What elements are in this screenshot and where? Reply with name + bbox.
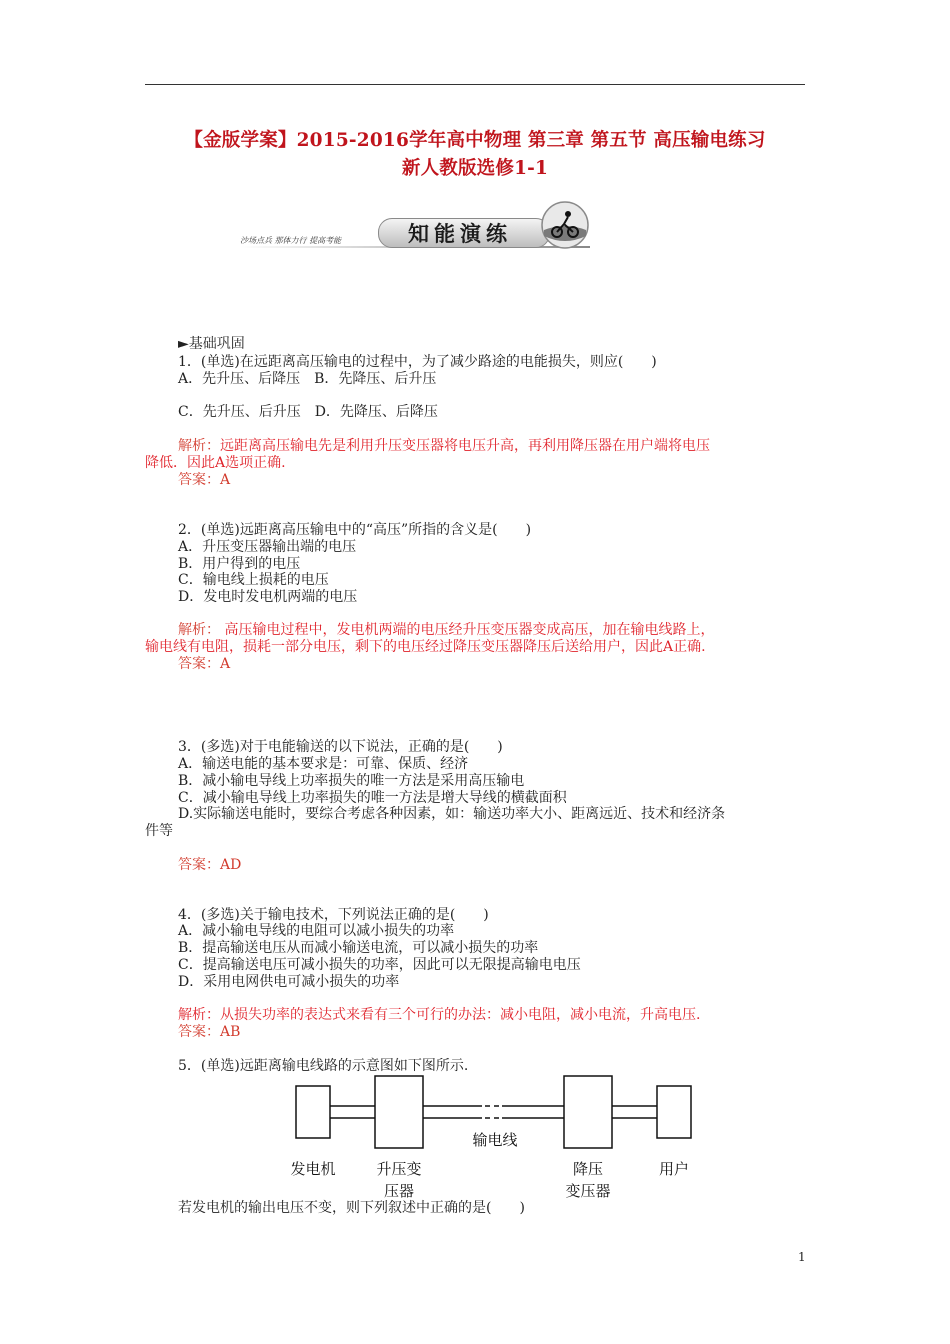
q4-answer: 答案：AB (178, 1024, 241, 1040)
q1-answer: 答案：A (178, 472, 231, 488)
q1-analysis-text1: 远距离高压输电先是利用升压变压器将电压升高，再利用降压器在用户端将电压 (220, 438, 710, 454)
q5-question: 若发电机的输出电压不变，则下列叙述中正确的是( ) (178, 1200, 525, 1216)
q2-option-a: A．升压变压器输出端的电压 (178, 539, 357, 555)
stepup-label-line1: 升压变 (376, 1160, 422, 1178)
stepup-label-line2: 压器 (383, 1182, 414, 1200)
q4-option-d: D．采用电网供电可减小损失的功率 (178, 974, 400, 990)
stepdown-transformer-box (564, 1076, 612, 1148)
q2-option-d: D．发电时发电机两端的电压 (178, 589, 358, 605)
q2-analysis-line2: 输电线有电阻，损耗一部分电压，剩下的电压经过降压变压器降压后送给用户，因此A正确. (145, 639, 706, 655)
q4-option-c: C．提高输送电压可减小损失的功率，因此可以无限提高输电电压 (178, 957, 581, 973)
q5-stem: 5．(单选)远距离输电线路的示意图如下图所示. (178, 1058, 469, 1074)
generator-label: 发电机 (290, 1160, 336, 1178)
q4-stem: 4．(多选)关于输电技术，下列说法正确的是( ) (178, 907, 489, 923)
q2-option-b: B．用户得到的电压 (178, 556, 301, 572)
q3-stem: 3．(多选)对于电能输送的以下说法，正确的是( ) (178, 739, 503, 755)
stepdown-label-line1: 降压 (572, 1160, 603, 1178)
banner-title: 知能演练 (408, 221, 512, 246)
q2-option-c: C．输电线上损耗的电压 (178, 572, 329, 588)
section-heading: ►基础巩固 (178, 336, 245, 352)
q2-analysis-line1 (178, 622, 714, 639)
q3-answer: 答案：AD (178, 857, 242, 873)
document-title-line1: 【金版学案】2015-2016学年高中物理 第三章 第五节 高压输电练习 (184, 130, 766, 151)
q1-stem: 1．(单选)在远距离高压输电的过程中，为了减少路途的电能损失，则应( ) (178, 354, 657, 370)
page-number: 1 (798, 1250, 806, 1264)
user-box (657, 1086, 691, 1138)
q3-option-a: A．输送电能的基本要求是：可靠、保质、经济 (178, 756, 469, 772)
q1-analysis-line2: 降低．因此A选项正确. (145, 455, 286, 471)
q3-option-d-line2: 件等 (145, 823, 173, 839)
q1-options-cd: C．先升压、后升压 D．先降压、后降压 (178, 404, 438, 420)
q2-analysis-text1: 高压输电过程中，发电机两端的电压经升压变压器变成高压，加在输电线路上， (224, 622, 715, 638)
q3-option-b: B．减小输电导线上功率损失的唯一方法是采用高压输电 (178, 773, 525, 789)
banner-slogan: 沙场点兵 那体力行 提高考能 (240, 236, 342, 245)
q3-option-d-line1: D.实际输送电能时，要综合考虑各种因素，如：输送功率大小、距离远近、技术和经济条 (178, 806, 726, 822)
q1-analysis-line1 (178, 438, 710, 455)
q1-options-ab: A．先升压、后降压 B．先降压、后升压 (178, 371, 437, 387)
user-label: 用户 (658, 1160, 689, 1178)
q4-analysis: 解析：从损失功率的表达式来看有三个可行的办法：减小电阻，减小电流，升高电压. (178, 1007, 701, 1023)
q3-option-c: C．减小输电导线上功率损失的唯一方法是增大导线的横截面积 (178, 790, 567, 806)
header-rule (145, 84, 805, 85)
q2-stem: 2．(单选)远距离高压输电中的“高压”所指的含义是( ) (178, 522, 532, 538)
document-title-line2: 新人教版选修1-1 (401, 158, 549, 179)
generator-box (296, 1086, 330, 1138)
q4-option-a: A．减小输电导线的电阻可以减小损失的功率 (178, 923, 455, 939)
cyclist-icon (540, 200, 590, 250)
q4-option-b: B．提高输送电压从而减小输送电流，可以减小损失的功率 (178, 940, 539, 956)
stepdown-label-line2: 变压器 (565, 1182, 611, 1200)
q2-answer: 答案：A (178, 656, 231, 672)
transmission-diagram (280, 1072, 700, 1202)
stepup-transformer-box (375, 1076, 423, 1148)
q1-analysis-label: 解析： (178, 438, 220, 454)
transmission-line-label: 输电线 (472, 1131, 518, 1149)
q2-analysis-label: 解析： (178, 622, 220, 638)
